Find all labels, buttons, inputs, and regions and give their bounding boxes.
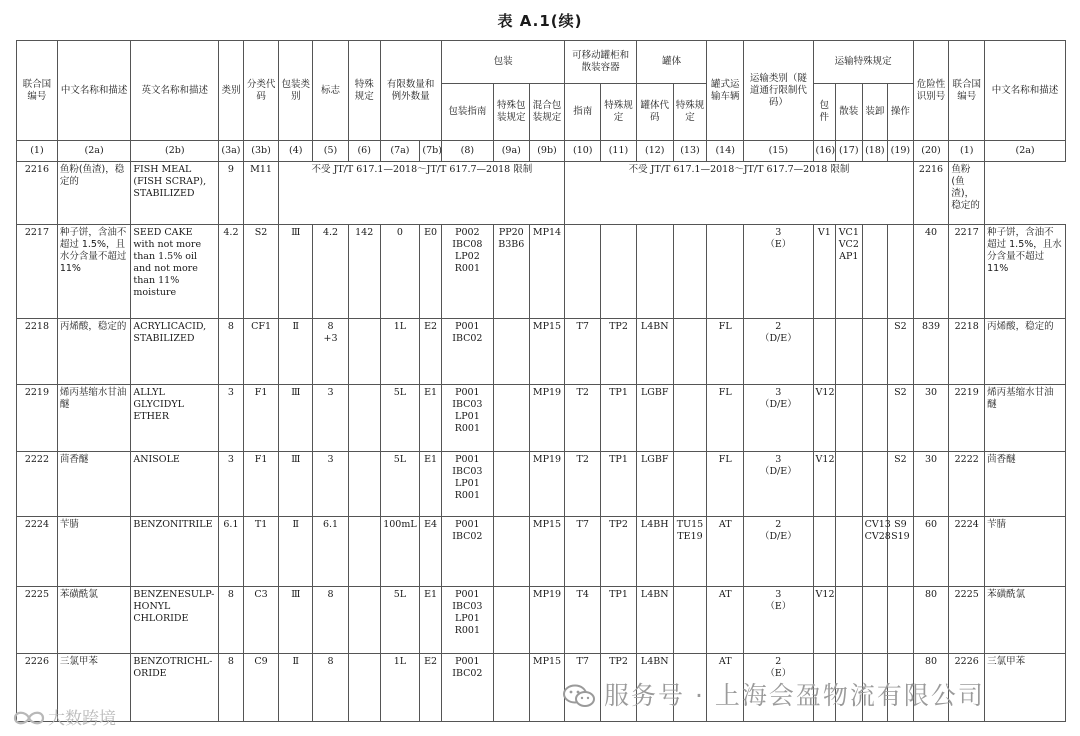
header-tank-vehicle: 罐式运输车辆 [707, 41, 744, 141]
cell-class-code: M11 [243, 161, 279, 224]
cell-class: 3 [219, 452, 244, 517]
column-number: (9b) [529, 141, 565, 161]
cell-hazard-id: 40 [913, 225, 949, 319]
cell-class-code: S2 [243, 225, 279, 319]
cell-tank-special: TP1 [601, 452, 637, 517]
cell-tank-vehicle: FL [707, 384, 744, 451]
cell-packing-group: Ⅱ [279, 517, 313, 587]
table-row [17, 225, 1066, 319]
cell-tank-code: LGBF [636, 384, 673, 451]
cell-un-no-right: 2224 [949, 517, 985, 587]
cell-tank-vehicle: AT [707, 654, 744, 722]
cell-class-code: F1 [243, 452, 279, 517]
cell-bulk: VC1 VC2 AP1 [836, 225, 863, 319]
cell-hazard-id: 80 [913, 587, 949, 654]
cell-operation: S2 [888, 452, 914, 517]
cell-tank-instructions: T7 [565, 319, 601, 384]
cell-excepted-qty: E1 [420, 384, 441, 451]
cell-loading [862, 384, 888, 451]
column-number: (19) [888, 141, 914, 161]
column-number: (11) [601, 141, 637, 161]
cell-excepted-qty: E2 [420, 654, 441, 722]
cell-mixed-packing: MP19 [529, 384, 565, 451]
cell-transport-category: 2 （D/E） [744, 319, 813, 384]
cell-tank-instructions: T4 [565, 587, 601, 654]
cell-tank-code: LGBF [636, 452, 673, 517]
cell-tank-special: TP2 [601, 654, 637, 722]
cell-transport-category: 3 （E） [744, 587, 813, 654]
cell-packing-group: Ⅲ [279, 452, 313, 517]
cell-mixed-packing: MP15 [529, 654, 565, 722]
table-title: 表 A.1(续) [497, 12, 583, 30]
column-number: (4) [279, 141, 313, 161]
cell-packing-instructions: P001 IBC03 LP01 R001 [441, 384, 493, 451]
header-mixed-packing: 混合包装规定 [529, 83, 565, 140]
cell-special-packing [493, 452, 529, 517]
table-row [17, 452, 1066, 517]
column-number: (7b) [420, 141, 441, 161]
cell-packages [813, 517, 835, 587]
cell-limited-qty: 5L [380, 452, 420, 517]
cell-hazard-id: 60 [913, 517, 949, 587]
cell-label: 4.2 [313, 225, 349, 319]
cell-un-no: 2224 [17, 517, 58, 587]
cell-name-zh-right: 茴香醚 [985, 452, 1066, 517]
cell-special-provisions [348, 319, 380, 384]
cell-class: 4.2 [219, 225, 244, 319]
cell-tank-instructions: T7 [565, 517, 601, 587]
cell-packing-group: Ⅱ [279, 654, 313, 722]
cell-operation: S9 S19 [888, 517, 914, 587]
watermark-text: 服务号 · 上海会盈物流有限公司 [604, 681, 985, 710]
cell-name-zh-right: 种子饼，含油不超过 1.5%，且水分含量不超过 11% [985, 225, 1066, 319]
cell-label: 8 [313, 587, 349, 654]
header-bulk: 散装 [836, 83, 863, 140]
cell-hazard-id: 30 [913, 452, 949, 517]
cell-class: 9 [219, 161, 244, 224]
cell-tank-special: TP1 [601, 587, 637, 654]
cell-tank-special: TP2 [601, 517, 637, 587]
cell-special-packing [493, 654, 529, 722]
cell-un-no: 2216 [17, 161, 58, 224]
cell-class: 8 [219, 587, 244, 654]
header-tank-instructions: 指南 [565, 83, 601, 140]
column-number: (10) [565, 141, 601, 161]
cell-tank-code [636, 225, 673, 319]
cell-tank-body-special: TU15 TE19 [673, 517, 707, 587]
cell-hazard-id: 30 [913, 384, 949, 451]
header-name-zh: 中文名称和描述 [57, 41, 131, 141]
cell-special-provisions [348, 517, 380, 587]
cell-name-zh: 种子饼，含油不超过 1.5%，且水分含量不超过 11% [57, 225, 131, 319]
header-tank-code: 罐体代码 [636, 83, 673, 140]
cell-name-zh: 烯丙基缩水甘油醚 [57, 384, 131, 451]
cell-un-no-right: 2219 [949, 384, 985, 451]
cell-packing-group: Ⅱ [279, 319, 313, 384]
cell-un-no: 2218 [17, 319, 58, 384]
cell-excepted-qty: E4 [420, 517, 441, 587]
cell-label: 8 [313, 654, 349, 722]
cell-name-zh: 三氯甲苯 [57, 654, 131, 722]
cell-exemption-note-right: 不受 JT/T 617.1—2018～JT/T 617.7—2018 限制 [565, 161, 913, 224]
column-number-row [17, 141, 1066, 161]
cell-un-no-right: 2216 [913, 161, 949, 224]
cell-transport-category: 2 （D/E） [744, 517, 813, 587]
header-operation: 操作 [888, 83, 914, 140]
cell-label: 3 [313, 384, 349, 451]
table-row [17, 384, 1066, 451]
cell-limited-qty: 1L [380, 319, 420, 384]
cell-tank-body-special [673, 452, 707, 517]
cell-packages: V1 [813, 225, 835, 319]
cell-packing-instructions: P001 IBC02 [441, 517, 493, 587]
column-number: (1) [17, 141, 58, 161]
cell-label: 3 [313, 452, 349, 517]
header-packaging: 包装 [441, 41, 565, 84]
column-number: (1) [949, 141, 985, 161]
cell-class-code: C9 [243, 654, 279, 722]
cell-packing-group: Ⅲ [279, 225, 313, 319]
header-name-zh-right: 中文名称和描述 [985, 41, 1066, 141]
header-limited-quantity: 有限数量和例外数量 [380, 41, 441, 141]
column-number: (12) [636, 141, 673, 161]
cell-tank-code: L4BN [636, 654, 673, 722]
cell-name-en: ACRYLICACID, STABILIZED [131, 319, 219, 384]
cell-loading [862, 225, 888, 319]
column-number: (9a) [493, 141, 529, 161]
cell-name-en: FISH MEAL (FISH SCRAP), STABILIZED [131, 161, 219, 224]
table-row [17, 587, 1066, 654]
cell-name-zh-right: 三氯甲苯 [985, 654, 1066, 722]
cell-tank-vehicle: AT [707, 587, 744, 654]
header-un-no-right: 联合国编号 [949, 41, 985, 141]
header-packing-instructions: 包装指南 [441, 83, 493, 140]
cell-class: 8 [219, 319, 244, 384]
cell-tank-code: L4BH [636, 517, 673, 587]
cell-limited-qty: 1L [380, 654, 420, 722]
header-packing-group: 包装类别 [279, 41, 313, 141]
cell-exemption-note-left: 不受 JT/T 617.1—2018～JT/T 617.7—2018 限制 [279, 161, 565, 224]
cell-operation: S2 [888, 319, 914, 384]
cell-name-zh-right: 烯丙基缩水甘油醚 [985, 384, 1066, 451]
cell-un-no: 2225 [17, 587, 58, 654]
header-label: 标志 [313, 41, 349, 141]
cell-packages [813, 319, 835, 384]
cell-packages: V12 [813, 384, 835, 451]
cell-un-no: 2217 [17, 225, 58, 319]
header-un-no: 联合国编号 [17, 41, 58, 141]
column-number: (2b) [131, 141, 219, 161]
cell-un-no: 2219 [17, 384, 58, 451]
cell-tank-body-special [673, 319, 707, 384]
column-number: (2a) [57, 141, 131, 161]
cell-tank-code: L4BN [636, 319, 673, 384]
cell-name-en: ALLYL GLYCIDYL ETHER [131, 384, 219, 451]
cell-un-no-right: 2226 [949, 654, 985, 722]
table-row [17, 517, 1066, 587]
cell-packing-instructions: P002 IBC08 LP02 R001 [441, 225, 493, 319]
cell-class: 3 [219, 384, 244, 451]
cell-label: 8 +3 [313, 319, 349, 384]
column-number: (15) [744, 141, 813, 161]
cell-limited-qty: 5L [380, 587, 420, 654]
cell-bulk [836, 517, 863, 587]
cell-limited-qty: 100mL [380, 517, 420, 587]
header-special-packing: 特殊包装规定 [493, 83, 529, 140]
cell-mixed-packing: MP14 [529, 225, 565, 319]
cell-tank-code: L4BN [636, 587, 673, 654]
header-transport-category: 运输类别（隧道通行限制代码） [744, 41, 813, 141]
cell-tank-instructions: T7 [565, 654, 601, 722]
header-name-en: 英文名称和描述 [131, 41, 219, 141]
cell-transport-category: 3 （D/E） [744, 384, 813, 451]
cell-excepted-qty: E2 [420, 319, 441, 384]
cell-bulk [836, 452, 863, 517]
column-number: (18) [862, 141, 888, 161]
header-class: 类别 [219, 41, 244, 141]
header-tank-special: 特殊规定 [601, 83, 637, 140]
cell-packages: V12 [813, 587, 835, 654]
cell-loading [862, 319, 888, 384]
header-hazard-id: 危险性识别号 [913, 41, 949, 141]
cell-operation [888, 587, 914, 654]
cell-loading [862, 587, 888, 654]
cell-tank-vehicle: FL [707, 319, 744, 384]
cell-tank-body-special [673, 225, 707, 319]
wechat-icon [562, 684, 596, 708]
cell-special-provisions: 142 [348, 225, 380, 319]
header-special-provisions: 特殊规定 [348, 41, 380, 141]
cell-name-zh-right: 苄腈 [985, 517, 1066, 587]
cell-packages: V12 [813, 452, 835, 517]
cell-un-no-right: 2218 [949, 319, 985, 384]
column-number: (16) [813, 141, 835, 161]
cell-packing-instructions: P001 IBC03 LP01 R001 [441, 587, 493, 654]
cell-special-packing [493, 517, 529, 587]
cell-class: 6.1 [219, 517, 244, 587]
cell-limited-qty: 5L [380, 384, 420, 451]
cell-packing-group: Ⅲ [279, 384, 313, 451]
cell-special-packing: PP20 B3B6 [493, 225, 529, 319]
cell-class-code: T1 [243, 517, 279, 587]
cell-name-zh: 丙烯酸，稳定的 [57, 319, 131, 384]
corner-logo [12, 704, 116, 729]
column-number: (6) [348, 141, 380, 161]
cell-un-no: 2222 [17, 452, 58, 517]
cell-un-no: 2226 [17, 654, 58, 722]
header-tank-body: 罐体 [636, 41, 706, 84]
cell-tank-instructions: T2 [565, 384, 601, 451]
cell-class: 8 [219, 654, 244, 722]
cell-mixed-packing: MP19 [529, 452, 565, 517]
cell-special-provisions [348, 654, 380, 722]
cell-hazard-id: 80 [913, 654, 949, 722]
cell-packing-instructions: P001 IBC03 LP01 R001 [441, 452, 493, 517]
cell-name-en: ANISOLE [131, 452, 219, 517]
cell-loading [862, 452, 888, 517]
cell-transport-category: 2 （E） [744, 654, 813, 722]
column-number: (17) [836, 141, 863, 161]
cell-packing-group: Ⅲ [279, 587, 313, 654]
header-packages: 包件 [813, 83, 835, 140]
column-number: (13) [673, 141, 707, 161]
column-number: (2a) [985, 141, 1066, 161]
cell-transport-category: 3 （E） [744, 225, 813, 319]
cell-tank-body-special [673, 587, 707, 654]
cell-name-en: SEED CAKE with not more than 1.5% oil and not more than 11% moisture [131, 225, 219, 319]
cell-hazard-id: 839 [913, 319, 949, 384]
cell-excepted-qty: E1 [420, 452, 441, 517]
cell-tank-special [601, 225, 637, 319]
table-row [17, 161, 1066, 224]
cell-bulk [836, 587, 863, 654]
table-row [17, 319, 1066, 384]
cell-name-zh-right: 丙烯酸，稳定的 [985, 319, 1066, 384]
column-number: (8) [441, 141, 493, 161]
cell-packing-instructions: P001 IBC02 [441, 319, 493, 384]
cell-limited-qty: 0 [380, 225, 420, 319]
column-number: (7a) [380, 141, 420, 161]
cell-mixed-packing: MP15 [529, 517, 565, 587]
cell-special-provisions [348, 452, 380, 517]
cell-bulk [836, 384, 863, 451]
cell-class-code: CF1 [243, 319, 279, 384]
cell-name-zh-right: 鱼粉(鱼渣)，稳定的 [949, 161, 985, 224]
cell-label: 6.1 [313, 517, 349, 587]
cell-un-no-right: 2222 [949, 452, 985, 517]
column-number: (3a) [219, 141, 244, 161]
cell-tank-special: TP1 [601, 384, 637, 451]
cell-name-zh: 茴香醚 [57, 452, 131, 517]
cell-name-en: BENZONITRILE [131, 517, 219, 587]
cell-name-zh: 苄腈 [57, 517, 131, 587]
cell-class-code: F1 [243, 384, 279, 451]
cell-class-code: C3 [243, 587, 279, 654]
cell-special-provisions [348, 384, 380, 451]
cell-tank-body-special [673, 384, 707, 451]
header-transport-special: 运输特殊规定 [813, 41, 913, 84]
column-number: (14) [707, 141, 744, 161]
cell-operation [888, 225, 914, 319]
corner-logo-text: 大数跨境 [48, 709, 116, 729]
cell-name-en: BENZOTRICHL-ORIDE [131, 654, 219, 722]
cell-tank-instructions: T2 [565, 452, 601, 517]
watermark [562, 676, 985, 712]
cell-un-no-right: 2217 [949, 225, 985, 319]
header-class-code: 分类代码 [243, 41, 279, 141]
column-number: (3b) [243, 141, 279, 161]
cell-excepted-qty: E1 [420, 587, 441, 654]
dangerous-goods-table [16, 40, 1066, 722]
cell-tank-vehicle: FL [707, 452, 744, 517]
header-tank-body-special: 特殊规定 [673, 83, 707, 140]
cell-mixed-packing: MP15 [529, 319, 565, 384]
cell-excepted-qty: E0 [420, 225, 441, 319]
header-portable-tanks: 可移动罐柜和散装容器 [565, 41, 636, 84]
cell-special-provisions [348, 587, 380, 654]
cell-tank-vehicle [707, 225, 744, 319]
cell-tank-special: TP2 [601, 319, 637, 384]
cell-name-en: BENZENESULP-HONYL CHLORIDE [131, 587, 219, 654]
cell-tank-vehicle: AT [707, 517, 744, 587]
cell-name-zh: 苯磺酰氯 [57, 587, 131, 654]
cell-transport-category: 3 （D/E） [744, 452, 813, 517]
cell-special-packing [493, 384, 529, 451]
column-number: (20) [913, 141, 949, 161]
cell-loading: CV13 CV28 [862, 517, 888, 587]
header-loading: 装卸 [862, 83, 888, 140]
cell-un-no-right: 2225 [949, 587, 985, 654]
cell-bulk [836, 319, 863, 384]
cell-operation: S2 [888, 384, 914, 451]
cell-special-packing [493, 319, 529, 384]
cell-mixed-packing: MP19 [529, 587, 565, 654]
cell-name-zh-right: 苯磺酰氯 [985, 587, 1066, 654]
cell-name-zh: 鱼粉(鱼渣)，稳定的 [57, 161, 131, 224]
brand-icon [12, 708, 46, 728]
cell-tank-instructions [565, 225, 601, 319]
cell-packing-instructions: P001 IBC02 [441, 654, 493, 722]
cell-special-packing [493, 587, 529, 654]
column-number: (5) [313, 141, 349, 161]
